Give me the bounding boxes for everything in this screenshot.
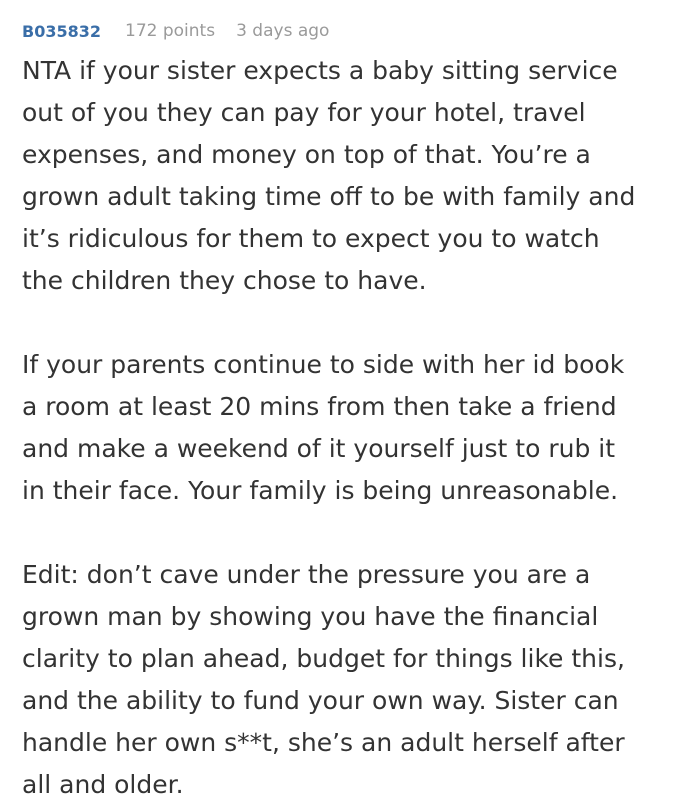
comment-paragraph-2: If your parents continue to side with her id book a room at least 20 mins from then take a friend and make a weekend of it yourself just to rub it in their face. Your family is being unreasonable. bbox=[22, 350, 625, 505]
username-link[interactable]: B035832 bbox=[22, 21, 101, 41]
comment-paragraph-3: Edit: don’t cave under the pressure you are a grown man by showing you have the financial clarity to plan ahead, budget for things like this, and the ability to fund your own way. Sister can handle her own s**t, she’s an adult herself after all and older. bbox=[22, 560, 625, 799]
points-count: 172 points bbox=[125, 21, 216, 41]
comment-meta bbox=[22, 20, 329, 42]
comment-paragraph-1: NTA if your sister expects a baby sitting service out of you they can pay for your hotel, travel expenses, and money on top of that. You’re a grown adult taking time off to be with family and it’s ridiculous for them to expect you to watch the children they chose to have. bbox=[22, 56, 636, 295]
timestamp: 3 days ago bbox=[236, 21, 330, 41]
comment-body bbox=[22, 50, 682, 806]
